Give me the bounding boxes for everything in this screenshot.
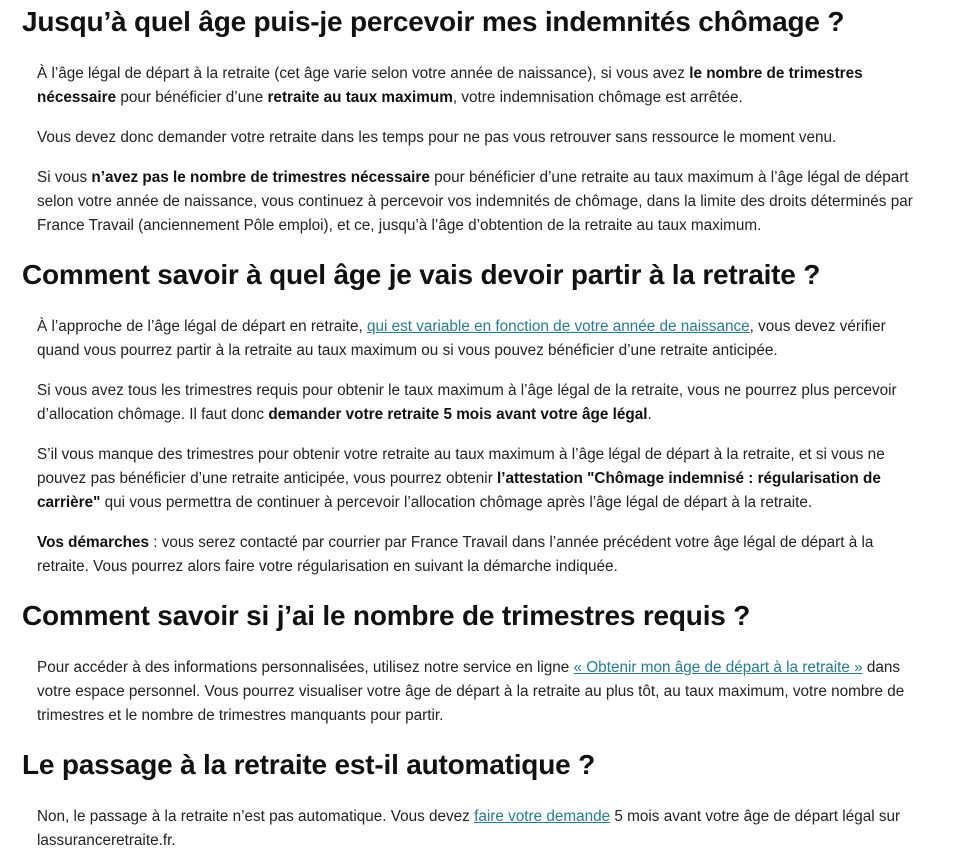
bold-text: Vos démarches (37, 534, 149, 551)
paragraph (37, 531, 927, 579)
text: . (647, 406, 652, 423)
text: 5 mois avant votre âge de départ légal sur lassuranceretraite.fr. (37, 808, 901, 849)
paragraph (37, 62, 927, 110)
bold-text: n’avez pas le nombre de trimestres nécessaire (91, 169, 430, 186)
inline-link[interactable]: qui est variable en fonction de votre année de naissance (366, 318, 750, 335)
bold-text: retraite au taux maximum (267, 89, 453, 106)
paragraph (37, 315, 927, 363)
paragraph (37, 379, 927, 427)
inline-link[interactable]: « Obtenir mon âge de départ à la retraite » (573, 659, 863, 676)
section-heading: Comment savoir si j’ai le nombre de trimestres requis ? (22, 600, 751, 631)
text: Si vous avez tous les trimestres requis pour obtenir le taux maximum à l’âge légal de la retraite, vous ne pourrez plus percevoir d’allocation chômage. Il faut donc (37, 382, 897, 423)
text: À l’approche de l’âge légal de départ en retraite, (37, 318, 367, 335)
text: , votre indemnisation chômage est arrêtée. (452, 89, 743, 106)
inline-link[interactable]: faire votre demande (474, 808, 611, 825)
bold-text: l’attestation "Chômage indemnisé : régularisation de carrière" (37, 470, 881, 511)
paragraph (37, 126, 927, 150)
text: pour bénéficier d’une retraite au taux maximum à l’âge légal de départ selon votre année de naissance, vous continuez à percevoir vos indemnités de chômage, dans la limite des droits déterminés par France Travail (anciennement Pôle emploi), et ce, jusqu’à l’âge d’obtention de la retraite au taux maximum. (37, 169, 913, 234)
text: Si vous (37, 169, 92, 186)
paragraph (37, 656, 927, 728)
text: À l’âge légal de départ à la retraite (cet âge varie selon votre année de naissance), si vous avez (37, 65, 690, 82)
section-heading: Le passage à la retraite est-il automatique ? (22, 749, 595, 780)
section-heading: Comment savoir à quel âge je vais devoir partir à la retraite ? (22, 259, 821, 290)
text: , vous devez vérifier quand vous pourrez partir à la retraite au taux maximum ou si vous pouvez bénéficier d’une retraite anticipée. (37, 318, 886, 359)
bold-text: demander votre retraite 5 mois avant votre âge légal (268, 406, 648, 423)
text: qui vous permettra de continuer à percevoir l’allocation chômage après l’âge légal de départ à la retraite. (100, 494, 813, 511)
text: : vous serez contacté par courrier par France Travail dans l’année précédent votre âge légal de départ à la retraite. Vous pourrez alors faire votre régularisation en suivant la démarche indiquée. (37, 534, 874, 575)
text: pour bénéficier d’une (116, 89, 268, 106)
paragraph (37, 805, 927, 853)
paragraph (37, 443, 927, 515)
text: Vous devez donc demander votre retraite dans les temps pour ne pas vous retrouver sans ressource le moment venu. (37, 129, 837, 146)
text: Non, le passage à la retraite n’est pas automatique. Vous devez (37, 808, 475, 825)
text: Pour accéder à des informations personnalisées, utilisez notre service en ligne (37, 659, 574, 676)
paragraph (37, 166, 927, 238)
text: dans votre espace personnel. Vous pourrez visualiser votre âge de départ à la retraite au plus tôt, au taux maximum, votre nombre de trimestres et le nombre de trimestres manquants pour partir. (37, 659, 905, 724)
text: S’il vous manque des trimestres pour obtenir votre retraite au taux maximum à l’âge légal de départ à la retraite, et si vous ne pouvez pas bénéficier d’une retraite anticipée, vous pourrez obtenir (37, 446, 885, 487)
bold-text: le nombre de trimestres nécessaire (37, 65, 863, 106)
section-heading: Jusqu’à quel âge puis-je percevoir mes indemnités chômage ? (22, 6, 845, 37)
